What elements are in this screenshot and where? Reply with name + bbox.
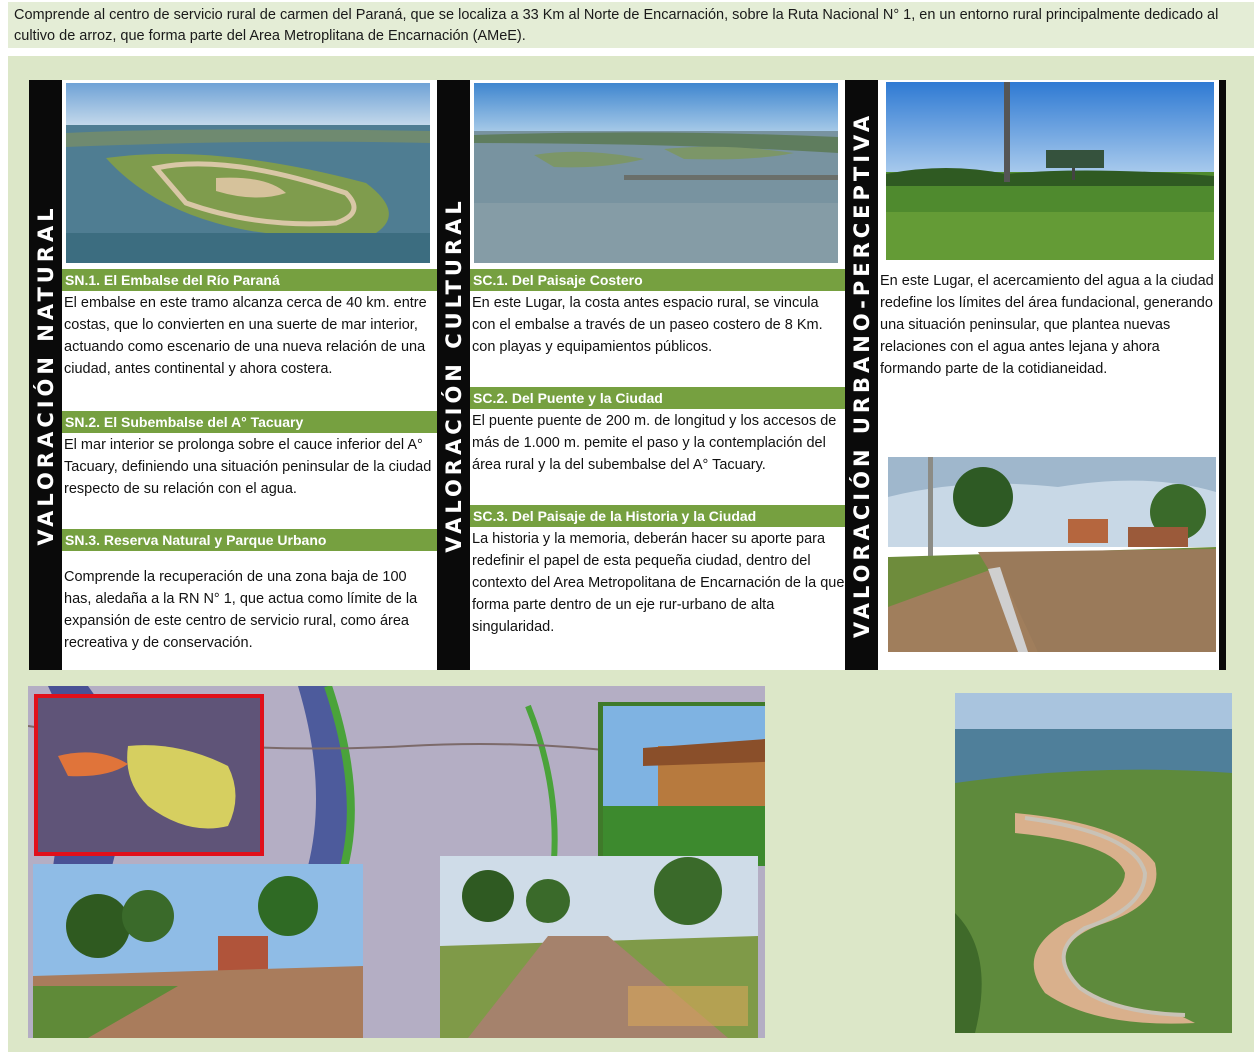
coast-aerial-photo bbox=[474, 83, 838, 263]
natural-text-3: Comprende la recuperación de una zona baja de 100 has, aledaña a la RN N° 1, que actua como límite de la expansión de este centro de servicio rural, como área recreativa y de conservación. bbox=[64, 569, 418, 651]
natural-text-2: El mar interior se prolonga sobre el cauce inferior del A° Tacuary, definiendo una situación peninsular de la ciudad respecto de su relación con el agua. bbox=[64, 437, 432, 497]
natural-heading-3: SN.3. Reserva Natural y Parque Urbano bbox=[62, 529, 437, 551]
cultural-column bbox=[470, 80, 845, 670]
natural-heading-2: SN.2. El Subembalse del A° Tacuary bbox=[62, 411, 437, 433]
urban-label-bar bbox=[845, 80, 878, 670]
reservoir-aerial-photo bbox=[66, 83, 430, 263]
cultural-text-3: La historia y la memoria, deberán hacer su aporte para redefinir el papel de esta pequeña ciudad, dentro del contexto del Area Metropolitana de Encarnación de la que forma parte dentro de un eje rur-urbano de alta singularidad. bbox=[472, 531, 845, 635]
natural-label: VALORACIÓN NATURAL bbox=[33, 204, 58, 546]
cultural-label: VALORACIÓN CULTURAL bbox=[441, 197, 466, 553]
roadside-field-photo bbox=[886, 82, 1214, 260]
right-edge-bar bbox=[1219, 80, 1226, 670]
cultural-label-bar bbox=[437, 80, 470, 670]
cultural-heading-1: SC.1. Del Paisaje Costero bbox=[470, 269, 845, 291]
cultural-text-1: En este Lugar, la costa antes espacio rural, se vincula con el embalse a través de un paseo costero de 8 Km. con playas y equipamientos públicos. bbox=[472, 295, 823, 355]
cultural-heading-2: SC.2. Del Puente y la Ciudad bbox=[470, 387, 845, 409]
cultural-text-2: El puente puente de 200 m. de longitud y los accesos de más de 1.000 m. pemite el paso y la contemplación del área rural y la del subembalse del A° Tacuary. bbox=[472, 413, 837, 473]
map-collage bbox=[28, 686, 765, 1038]
natural-column bbox=[62, 80, 437, 670]
urban-column bbox=[878, 80, 1219, 670]
natural-label-bar bbox=[29, 80, 62, 670]
cultural-heading-3: SC.3. Del Paisaje de la Historia y la Ciudad bbox=[470, 505, 845, 527]
intro-paragraph: Comprende al centro de servicio rural de carmen del Paraná, que se localiza a 33 Km al Norte de Encarnación, sobre la Ruta Nacional N° 1, en un entorno rural principalmente dedicado al cultivo de arroz, que forma parte del Area Metroplitana de Encarnación (AMeE). bbox=[8, 2, 1254, 48]
coastal-road-aerial-photo bbox=[955, 693, 1232, 1033]
natural-heading-1: SN.1. El Embalse del Río Paraná bbox=[62, 269, 437, 291]
urban-text: En este Lugar, el acercamiento del agua a la ciudad redefine los límites del área fundacional, generando una situación peninsular, que plantea nuevas relaciones con el agua antes lejana y ahora formando parte de la cotidianeidad. bbox=[880, 273, 1214, 377]
natural-text-1: El embalse en este tramo alcanza cerca de 40 km. entre costas, que lo convierten en una suerte de mar interior, actuando como escenario de una nueva relación de una ciudad, antes continental y ahora costera. bbox=[64, 295, 427, 377]
urban-label: VALORACIÓN URBANO-PERCEPTIVA bbox=[849, 111, 874, 639]
street-view-photo bbox=[888, 457, 1216, 652]
